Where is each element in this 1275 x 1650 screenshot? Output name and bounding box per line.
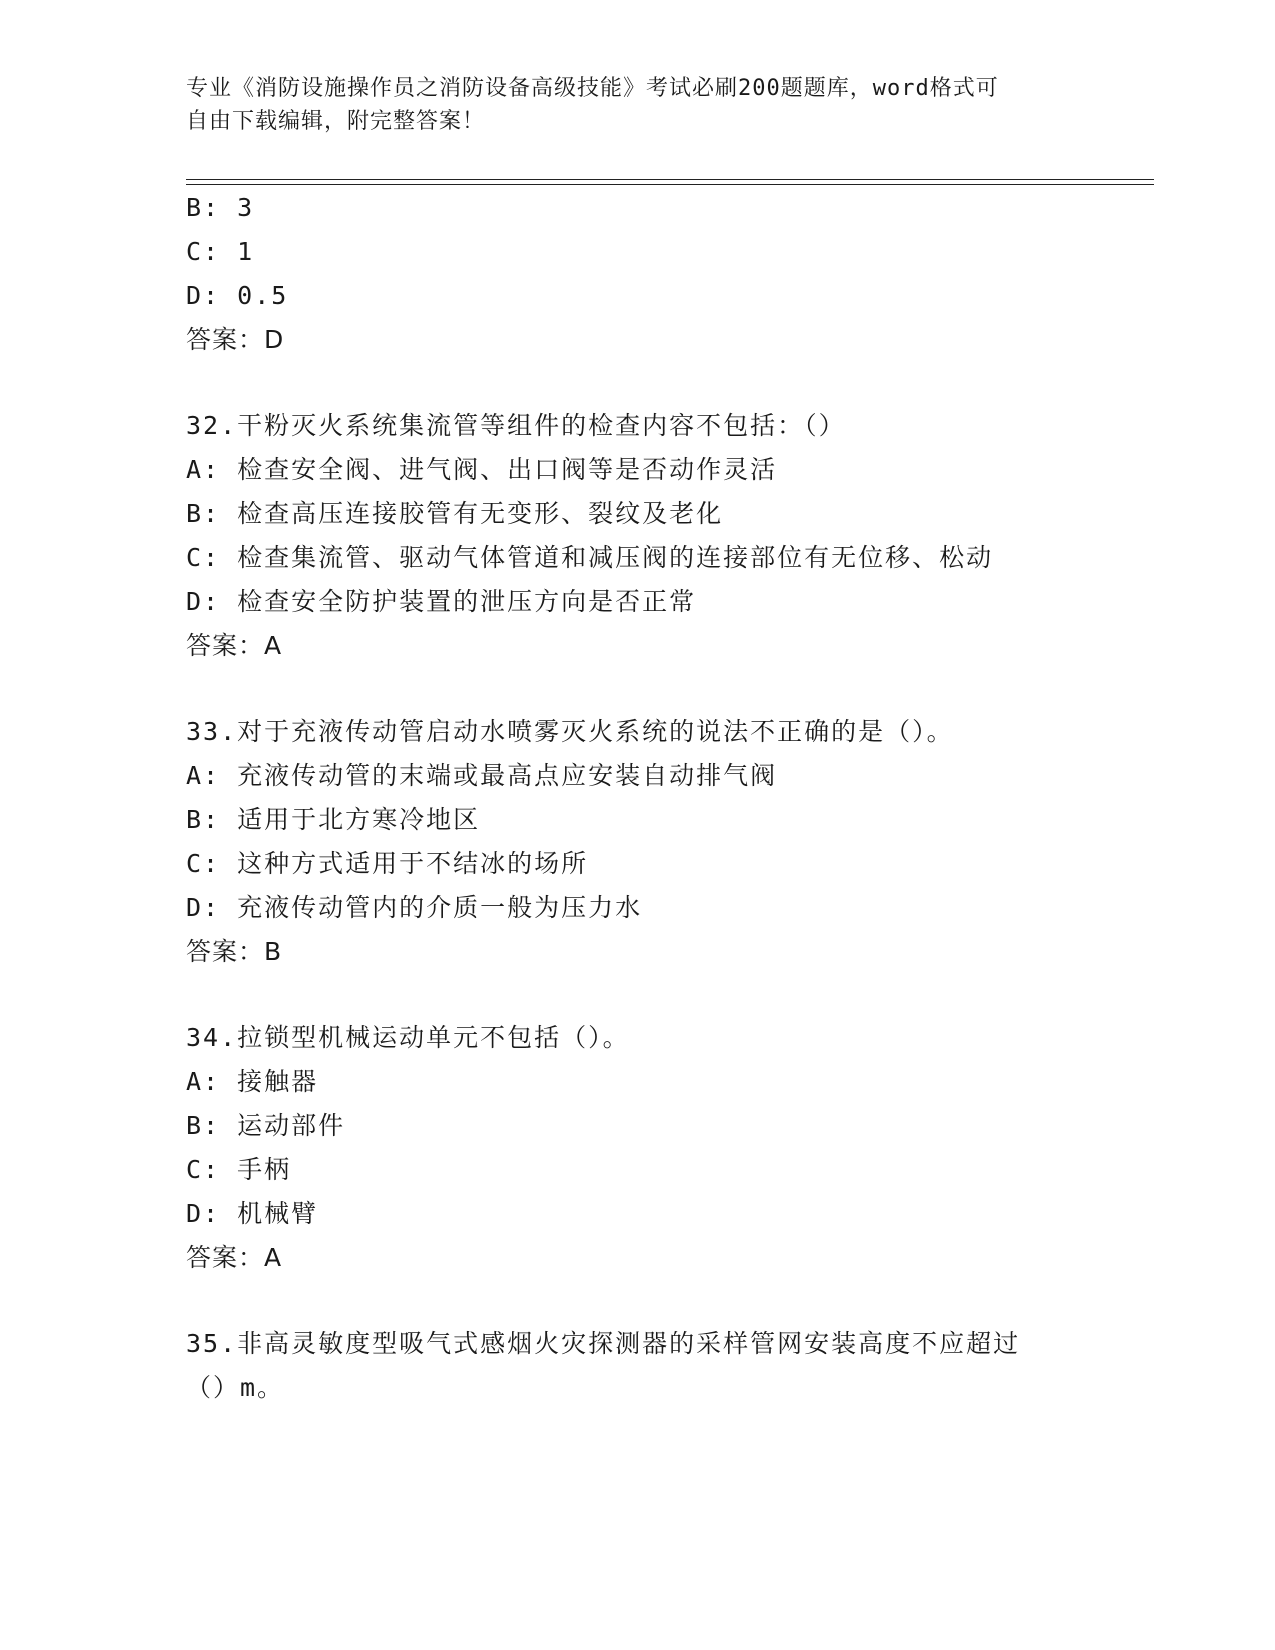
header-text (186, 72, 1066, 138)
question-34-option-b: B: 运动部件 (186, 1111, 346, 1140)
question-33-answer: 答案：B (186, 937, 283, 966)
question-32-option-d: D: 检查安全防护装置的泄压方向是否正常 (186, 587, 697, 616)
prev-answer: 答案：D (186, 325, 285, 354)
question-34-option-d: D: 机械臂 (186, 1199, 319, 1228)
question-34-option-a: A: 接触器 (186, 1067, 319, 1096)
header-line-1: 专业《消防设施操作员之消防设备高级技能》考试必刷200题题库，word格式可 (186, 76, 999, 101)
question-33-option-a: A: 充液传动管的末端或最高点应安装自动排气阀 (186, 761, 778, 790)
question-34-option-c: C: 手柄 (186, 1155, 292, 1184)
question-33-option-d: D: 充液传动管内的介质一般为压力水 (186, 893, 643, 922)
question-32-option-b: B: 检查高压连接胶管有无变形、裂纹及老化 (186, 499, 724, 528)
header-rule-top (186, 179, 1154, 180)
question-35-text-line-1: 35.非高灵敏度型吸气式感烟火灾探测器的采样管网安装高度不应超过 (186, 1329, 1021, 1358)
question-35-text-line-2: （）m。 (186, 1373, 285, 1402)
question-34-text: 34.拉锁型机械运动单元不包括（）。 (186, 1023, 630, 1052)
question-33-text: 33.对于充液传动管启动水喷雾灭火系统的说法不正确的是（）。 (186, 717, 954, 746)
question-32-option-c: C: 检查集流管、驱动气体管道和减压阀的连接部位有无位移、松动 (186, 543, 994, 572)
header-line-2: 自由下载编辑，附完整答案！ (186, 109, 486, 134)
question-34-answer: 答案：A (186, 1243, 283, 1272)
question-32-text: 32.干粉灭火系统集流管等组件的检查内容不包括：（） (186, 411, 846, 440)
question-33-option-c: C: 这种方式适用于不结冰的场所 (186, 849, 589, 878)
question-33-option-b: B: 适用于北方寒冷地区 (186, 805, 481, 834)
question-32-option-a: A: 检查安全阀、进气阀、出口阀等是否动作灵活 (186, 455, 778, 484)
prev-option-b: B: 3 (186, 193, 255, 222)
prev-option-d: D: 0.5 (186, 281, 289, 310)
header-rule-bottom (186, 184, 1154, 185)
prev-option-c: C: 1 (186, 237, 255, 266)
question-32-answer: 答案：A (186, 631, 283, 660)
